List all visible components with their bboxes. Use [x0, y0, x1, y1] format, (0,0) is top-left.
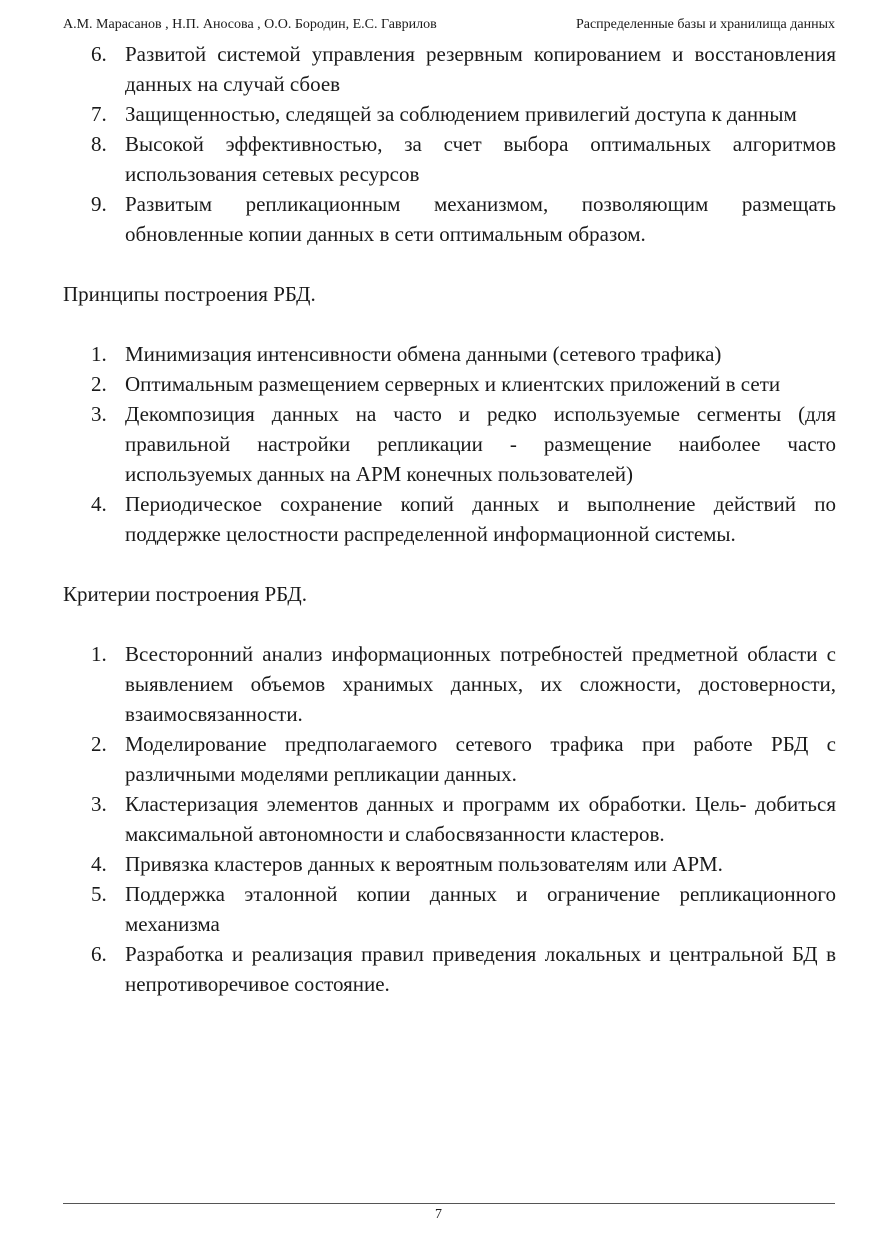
list-item-number: 5. [91, 882, 107, 906]
criteria-list [63, 639, 836, 999]
list-item [63, 879, 836, 939]
list-item-number: 2. [91, 372, 107, 396]
page-header [63, 15, 835, 37]
list-item [63, 129, 836, 189]
continued-feature-list [63, 39, 836, 249]
list-item-number: 3. [91, 792, 107, 816]
list-item-text: Привязка кластеров данных к вероятным пользователям или АРМ. [125, 852, 723, 876]
list-item-number: 1. [91, 642, 107, 666]
list-item [63, 99, 836, 129]
list-item-number: 7. [91, 102, 107, 126]
page-body [63, 39, 836, 999]
footer-divider [63, 1203, 835, 1204]
list-item-text: Высокой эффективностью, за счет выбора оптимальных алгоритмов использования сетевых ресурсов [125, 132, 836, 186]
list-item [63, 399, 836, 489]
list-item-number: 4. [91, 852, 107, 876]
list-item-number: 6. [91, 942, 107, 966]
list-item-number: 4. [91, 492, 107, 516]
list-item-text: Защищенностью, следящей за соблюдением привилегий доступа к данным [125, 102, 797, 126]
list-item-number: 3. [91, 402, 107, 426]
list-item-number: 9. [91, 192, 107, 216]
list-item-text: Поддержка эталонной копии данных и ограничение репликационного механизма [125, 882, 836, 936]
list-item [63, 339, 836, 369]
list-item-text: Моделирование предполагаемого сетевого трафика при работе РБД с различными моделями репликации данных. [125, 732, 836, 786]
list-item [63, 849, 836, 879]
list-item [63, 39, 836, 99]
header-document-title: Распределенные базы и хранилища данных [575, 17, 835, 32]
list-item-text: Всесторонний анализ информационных потребностей предметной области с выявлением объемов хранимых данных, их сложности, достоверности, взаимосвязанности. [125, 642, 836, 726]
list-item [63, 189, 836, 249]
list-item [63, 729, 836, 789]
list-item-text: Развитой системой управления резервным копированием и восстановления данных на случай сбоев [125, 42, 836, 96]
principles-heading: Принципы построения РБД. [63, 282, 316, 306]
list-item-number: 2. [91, 732, 107, 756]
principles-list [63, 339, 836, 549]
list-item-number: 6. [91, 42, 107, 66]
header-authors: А.М. Марасанов , Н.П. Аносова , О.О. Бородин, Е.С. Гаврилов [63, 17, 437, 32]
list-item-text: Разработка и реализация правил приведения локальных и центральной БД в непротиворечивое состояние. [125, 942, 836, 996]
list-item-text: Периодическое сохранение копий данных и выполнение действий по поддержке целостности распределенной информационной системы. [125, 492, 836, 546]
list-item-number: 8. [91, 132, 107, 156]
list-item [63, 789, 836, 849]
list-item [63, 639, 836, 729]
list-item [63, 489, 836, 549]
list-item-number: 1. [91, 342, 107, 366]
page-number: 7 [435, 1207, 442, 1222]
list-item-text: Оптимальным размещением серверных и клиентских приложений в сети [125, 372, 781, 396]
list-item-text: Развитым репликационным механизмом, позволяющим размещать обновленные копии данных в сети оптимальным образом. [125, 192, 836, 246]
criteria-heading: Критерии построения РБД. [63, 582, 307, 606]
list-item-text: Минимизация интенсивности обмена данными (сетевого трафика) [125, 342, 722, 366]
list-item [63, 939, 836, 999]
list-item [63, 369, 836, 399]
list-item-text: Декомпозиция данных на часто и редко используемые сегменты (для правильной настройки репликации - размещение наиболее часто используемых данных на АРМ конечных пользователей) [125, 402, 836, 486]
list-item-text: Кластеризация элементов данных и программ их обработки. Цель- добиться максимальной автономности и слабосвязанности кластеров. [125, 792, 836, 846]
